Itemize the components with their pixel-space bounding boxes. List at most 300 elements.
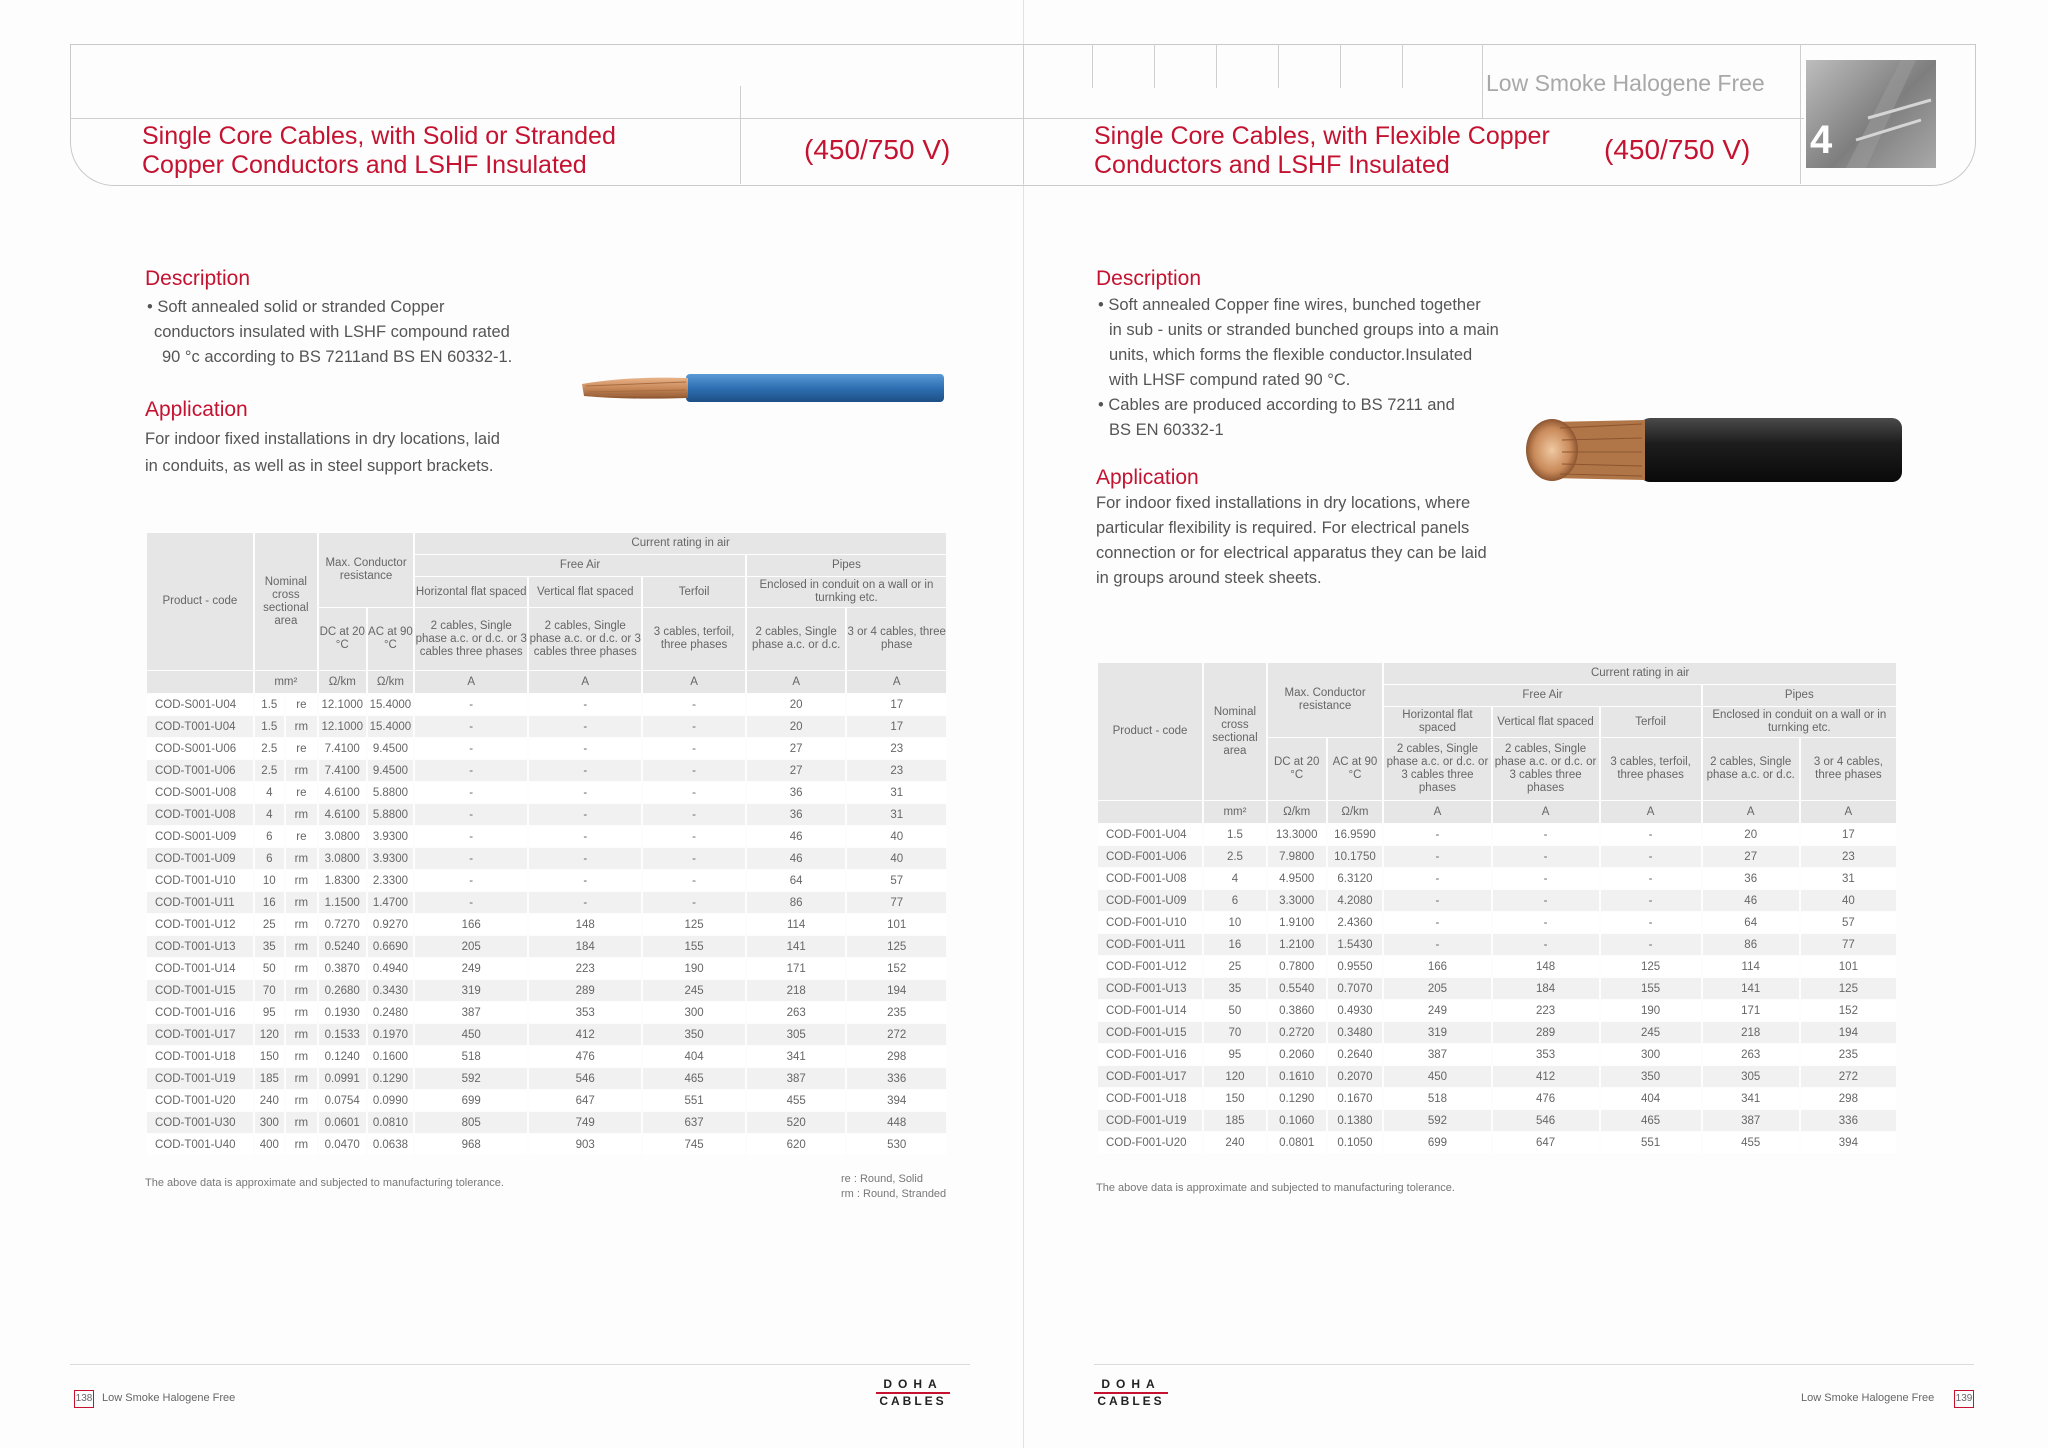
left-tolerance-note: The above data is approximate and subjected to manufacturing tolerance. <box>145 1177 504 1189</box>
table-cell: 0.9550 <box>1328 956 1383 977</box>
product-code-cell: COD-F001-U13 <box>1098 978 1202 999</box>
table-cell: 27 <box>747 760 846 781</box>
table-cell: 1.9100 <box>1268 912 1326 933</box>
table-cell: 387 <box>747 1068 846 1089</box>
table-cell: 0.0810 <box>368 1112 414 1133</box>
section-thumbnail <box>1806 60 1936 168</box>
table-cell: 7.4100 <box>319 738 366 759</box>
header-sep-left <box>740 86 741 184</box>
table-row <box>1098 1044 1896 1065</box>
table-cell: 637 <box>643 1112 745 1133</box>
table-cell: rm <box>286 848 317 869</box>
table-cell: 263 <box>1703 1044 1799 1065</box>
table-cell: - <box>415 738 527 759</box>
table-cell: 518 <box>415 1046 527 1067</box>
left-footer-rule <box>70 1364 970 1365</box>
left-title-line: Copper Conductors and LSHF Insulated <box>142 151 587 179</box>
table-cell: 40 <box>1801 890 1896 911</box>
product-code-cell: COD-S001-U09 <box>147 826 253 847</box>
product-code-cell: COD-T001-U40 <box>147 1134 253 1155</box>
table-cell: 86 <box>1703 934 1799 955</box>
table-cell: 40 <box>847 848 946 869</box>
th-enclosed: Enclosed in conduit on a wall or in turnking etc. <box>1703 707 1896 737</box>
table-cell: 4.9500 <box>1268 868 1326 889</box>
product-code-cell: COD-S001-U08 <box>147 782 253 803</box>
table-cell: 9.4500 <box>368 760 414 781</box>
text-line: connection or for electrical apparatus they can be laid <box>1096 544 1487 562</box>
table-cell: 0.0991 <box>319 1068 366 1089</box>
table-row <box>147 892 946 913</box>
logo-text-top: DOHA <box>883 1377 943 1391</box>
table-cell: - <box>415 848 527 869</box>
table-cell: - <box>643 694 745 715</box>
table-cell: 36 <box>747 804 846 825</box>
table-cell: 0.1240 <box>319 1046 366 1067</box>
table-cell: 298 <box>1801 1088 1896 1109</box>
table-cell: - <box>1493 824 1599 845</box>
table-cell: 4 <box>255 782 284 803</box>
table-cell: - <box>643 760 745 781</box>
table-cell: 0.1610 <box>1268 1066 1326 1087</box>
table-cell: 194 <box>1801 1022 1896 1043</box>
th-unit-a: A <box>1801 801 1896 823</box>
th-current: Current rating in air <box>1384 663 1896 684</box>
product-code-cell: COD-S001-U06 <box>147 738 253 759</box>
text-line: • Cables are produced according to BS 7211 and <box>1098 396 1455 414</box>
left-application-text <box>145 426 500 480</box>
text-line: BS EN 60332-1 <box>1109 421 1224 439</box>
table-cell: - <box>1384 846 1490 867</box>
th-3cables: 3 cables, terfoil, three phases <box>643 608 745 670</box>
table-cell: 5.8800 <box>368 782 414 803</box>
table-cell: - <box>1601 912 1701 933</box>
table-cell: 1.5 <box>255 694 284 715</box>
table-row <box>147 936 946 957</box>
table-cell: 647 <box>529 1090 641 1111</box>
table-cell: 0.4940 <box>368 958 414 979</box>
header-sep-right <box>1800 44 1801 184</box>
table-cell: 0.6690 <box>368 936 414 957</box>
table-cell: - <box>1384 912 1490 933</box>
product-code-cell: COD-T001-U16 <box>147 1002 253 1023</box>
table-cell: rm <box>286 1046 317 1067</box>
table-cell: 300 <box>1601 1044 1701 1065</box>
product-code-cell: COD-F001-U04 <box>1098 824 1202 845</box>
table-cell: 13.3000 <box>1268 824 1326 845</box>
th-product: Product - code <box>1098 663 1202 800</box>
table-cell: 3.0800 <box>319 848 366 869</box>
table-cell: 546 <box>529 1068 641 1089</box>
th-enclosed: Enclosed in conduit on a wall or in turnking etc. <box>747 577 946 607</box>
table-cell: - <box>415 760 527 781</box>
table-cell: 455 <box>1703 1132 1799 1153</box>
table-cell: 0.3860 <box>1268 1000 1326 1021</box>
table-cell: - <box>643 870 745 891</box>
table-cell: - <box>643 848 745 869</box>
black-cable-image <box>1520 410 1906 490</box>
table-cell: 1.5430 <box>1328 934 1383 955</box>
table-cell: 240 <box>255 1090 284 1111</box>
th-unit-blank <box>1098 801 1202 823</box>
table-cell: 1.2100 <box>1268 934 1326 955</box>
right-description-heading: Description <box>1096 267 1202 290</box>
table-cell: 171 <box>1703 1000 1799 1021</box>
table-row <box>1098 934 1896 955</box>
table-cell: 0.2720 <box>1268 1022 1326 1043</box>
th-free-air: Free Air <box>1384 685 1700 706</box>
table-cell: 968 <box>415 1134 527 1155</box>
th-unit-mm: mm² <box>1204 801 1266 823</box>
table-cell: - <box>529 782 641 803</box>
text-line: in sub - units or stranded bunched groups into a main <box>1109 321 1499 339</box>
table-cell: 289 <box>1493 1022 1599 1043</box>
left-title-line: Single Core Cables, with Solid or Stranded <box>142 122 616 150</box>
product-code-cell: COD-T001-U06 <box>147 760 253 781</box>
table-cell: rm <box>286 1068 317 1089</box>
table-cell: 592 <box>1384 1110 1490 1131</box>
table-cell: 518 <box>1384 1088 1490 1109</box>
table-cell: rm <box>286 804 317 825</box>
right-table-body <box>1098 824 1896 1153</box>
table-cell: 77 <box>1801 934 1896 955</box>
table-cell: 155 <box>1601 978 1701 999</box>
table-cell: 0.1970 <box>368 1024 414 1045</box>
table-cell: 125 <box>847 936 946 957</box>
th-dc: DC at 20 °C <box>319 608 366 670</box>
header-tab-line <box>1092 44 1093 88</box>
table-cell: 341 <box>747 1046 846 1067</box>
right-tolerance-note: The above data is approximate and subjected to manufacturing tolerance. <box>1096 1182 1455 1194</box>
th-unit-a: A <box>415 671 527 693</box>
table-cell: 31 <box>847 782 946 803</box>
table-cell: 25 <box>255 914 284 935</box>
product-code-cell: COD-F001-U09 <box>1098 890 1202 911</box>
product-code-cell: COD-T001-U30 <box>147 1112 253 1133</box>
table-cell: 4.6100 <box>319 782 366 803</box>
th-unit-mm: mm² <box>255 671 317 693</box>
table-cell: - <box>529 826 641 847</box>
table-cell: 194 <box>847 980 946 1001</box>
right-footer-rule <box>1094 1364 1974 1365</box>
table-cell: 1.5 <box>255 716 284 737</box>
table-row <box>147 848 946 869</box>
table-cell: 101 <box>847 914 946 935</box>
table-cell: 95 <box>1204 1044 1266 1065</box>
product-code-cell: COD-F001-U16 <box>1098 1044 1202 1065</box>
th-product: Product - code <box>147 533 253 670</box>
table-cell: 16 <box>255 892 284 913</box>
table-cell: - <box>1493 868 1599 889</box>
table-cell: 450 <box>1384 1066 1490 1087</box>
table-cell: - <box>415 892 527 913</box>
table-cell: 0.1670 <box>1328 1088 1383 1109</box>
header-tab-line <box>1154 44 1155 88</box>
left-table-body <box>147 694 946 1155</box>
table-cell: 23 <box>847 738 946 759</box>
table-cell: - <box>1384 824 1490 845</box>
table-cell: 350 <box>643 1024 745 1045</box>
table-cell: - <box>529 760 641 781</box>
table-cell: rm <box>286 980 317 1001</box>
table-cell: 319 <box>1384 1022 1490 1043</box>
table-cell: 4 <box>1204 868 1266 889</box>
th-resistance: Max. Conductor resistance <box>319 533 413 607</box>
th-free-air: Free Air <box>415 555 745 576</box>
table-cell: rm <box>286 958 317 979</box>
table-cell: 592 <box>415 1068 527 1089</box>
product-code-cell: COD-T001-U20 <box>147 1090 253 1111</box>
table-cell: 205 <box>415 936 527 957</box>
right-application-text <box>1096 491 1526 591</box>
right-title-line: Single Core Cables, with Flexible Copper <box>1094 122 1550 150</box>
table-cell: 387 <box>1384 1044 1490 1065</box>
table-cell: 551 <box>643 1090 745 1111</box>
th-unit-a: A <box>747 671 846 693</box>
table-cell: 353 <box>529 1002 641 1023</box>
text-line: For indoor fixed installations in dry locations, laid <box>145 430 500 448</box>
th-2cables-p: 2 cables, Single phase a.c. or d.c. <box>1703 738 1799 800</box>
table-cell: 152 <box>847 958 946 979</box>
table-cell: 520 <box>747 1112 846 1133</box>
th-unit-ohm: Ω/km <box>368 671 414 693</box>
table-cell: 805 <box>415 1112 527 1133</box>
table-cell: 353 <box>1493 1044 1599 1065</box>
table-cell: 0.3870 <box>319 958 366 979</box>
th-2cables-h: 2 cables, Single phase a.c. or d.c. or 3 cables three phases <box>1384 738 1490 800</box>
table-cell: 404 <box>1601 1088 1701 1109</box>
table-cell: 0.2680 <box>319 980 366 1001</box>
table-row <box>147 782 946 803</box>
table-cell: 0.1533 <box>319 1024 366 1045</box>
table-cell: - <box>643 716 745 737</box>
table-cell: 0.7270 <box>319 914 366 935</box>
th-2cables-v: 2 cables, Single phase a.c. or d.c. or 3 cables three phases <box>1493 738 1599 800</box>
table-cell: 6 <box>1204 890 1266 911</box>
table-cell: - <box>529 694 641 715</box>
table-row <box>1098 1110 1896 1131</box>
th-unit-a: A <box>1384 801 1490 823</box>
table-cell: 2.5 <box>255 760 284 781</box>
right-description-text <box>1096 293 1499 443</box>
table-cell: - <box>1601 890 1701 911</box>
table-cell: 36 <box>747 782 846 803</box>
table-cell: - <box>1384 868 1490 889</box>
table-cell: 336 <box>847 1068 946 1089</box>
table-cell: 46 <box>747 848 846 869</box>
th-2cables-p: 2 cables, Single phase a.c. or d.c. <box>747 608 846 670</box>
table-cell: 184 <box>1493 978 1599 999</box>
table-cell: 0.2070 <box>1328 1066 1383 1087</box>
header-divider <box>70 118 1804 119</box>
table-cell: - <box>415 870 527 891</box>
table-row <box>147 1134 946 1155</box>
table-cell: 240 <box>1204 1132 1266 1153</box>
table-cell: 341 <box>1703 1088 1799 1109</box>
table-cell: 16.9590 <box>1328 824 1383 845</box>
table-cell: 235 <box>1801 1044 1896 1065</box>
header-tab-line <box>1482 44 1483 118</box>
table-cell: 289 <box>529 980 641 1001</box>
table-cell: 699 <box>1384 1132 1490 1153</box>
table-cell: 46 <box>747 826 846 847</box>
header-sep-center <box>1023 44 1024 184</box>
table-cell: 412 <box>529 1024 641 1045</box>
table-row <box>1098 868 1896 889</box>
product-code-cell: COD-F001-U12 <box>1098 956 1202 977</box>
table-cell: - <box>529 738 641 759</box>
table-cell: 7.4100 <box>319 760 366 781</box>
product-code-cell: COD-T001-U15 <box>147 980 253 1001</box>
product-code-cell: COD-F001-U08 <box>1098 868 1202 889</box>
table-cell: 4.6100 <box>319 804 366 825</box>
table-cell: 465 <box>643 1068 745 1089</box>
table-cell: 218 <box>1703 1022 1799 1043</box>
legend-re: re : Round, Solid <box>841 1173 923 1185</box>
table-cell: 0.0601 <box>319 1112 366 1133</box>
table-cell: 0.5240 <box>319 936 366 957</box>
brand-label: Low Smoke Halogene Free <box>1486 70 1765 96</box>
table-cell: 0.7070 <box>1328 978 1383 999</box>
table-row <box>147 958 946 979</box>
table-cell: 7.9800 <box>1268 846 1326 867</box>
product-code-cell: COD-T001-U09 <box>147 848 253 869</box>
table-cell: 0.9270 <box>368 914 414 935</box>
left-page-number: 138 <box>74 1390 94 1408</box>
table-cell: rm <box>286 760 317 781</box>
left-application-heading: Application <box>145 398 248 421</box>
th-3or4: 3 or 4 cables, three phases <box>1801 738 1896 800</box>
product-code-cell: COD-T001-U17 <box>147 1024 253 1045</box>
table-cell: - <box>529 870 641 891</box>
table-cell: - <box>529 892 641 913</box>
table-cell: 31 <box>847 804 946 825</box>
table-cell: 25 <box>1204 956 1266 977</box>
table-cell: - <box>1601 934 1701 955</box>
header-tab-line <box>1216 44 1217 88</box>
table-row <box>147 694 946 715</box>
table-cell: 319 <box>415 980 527 1001</box>
product-code-cell: COD-T001-U18 <box>147 1046 253 1067</box>
th-vertical: Vertical flat spaced <box>529 577 641 607</box>
table-cell: 50 <box>255 958 284 979</box>
table-cell: - <box>643 892 745 913</box>
table-cell: 350 <box>1601 1066 1701 1087</box>
th-unit-a: A <box>1493 801 1599 823</box>
th-terfoil: Terfoil <box>643 577 745 607</box>
table-cell: 223 <box>529 958 641 979</box>
table-cell: 95 <box>255 1002 284 1023</box>
table-cell: 185 <box>1204 1110 1266 1131</box>
table-row <box>147 914 946 935</box>
table-cell: rm <box>286 892 317 913</box>
table-cell: - <box>529 716 641 737</box>
table-cell: 300 <box>255 1112 284 1133</box>
table-cell: rm <box>286 716 317 737</box>
table-cell: 394 <box>1801 1132 1896 1153</box>
table-cell: rm <box>286 1024 317 1045</box>
product-code-cell: COD-F001-U10 <box>1098 912 1202 933</box>
right-page-title <box>1094 122 1550 180</box>
right-title-line: Conductors and LSHF Insulated <box>1094 151 1450 179</box>
right-doha-logo <box>1094 1378 1168 1408</box>
table-cell: 2.4360 <box>1328 912 1383 933</box>
table-cell: 125 <box>1601 956 1701 977</box>
table-cell: 263 <box>747 1002 846 1023</box>
th-unit-a: A <box>643 671 745 693</box>
left-doha-logo <box>876 1378 950 1408</box>
table-row <box>147 870 946 891</box>
table-cell: 0.1060 <box>1268 1110 1326 1131</box>
table-cell: - <box>1493 912 1599 933</box>
table-row <box>1098 978 1896 999</box>
th-unit-a: A <box>529 671 641 693</box>
table-cell: 745 <box>643 1134 745 1155</box>
table-cell: 404 <box>643 1046 745 1067</box>
product-code-cell: COD-F001-U15 <box>1098 1022 1202 1043</box>
table-cell: 20 <box>747 694 846 715</box>
th-horizontal: Horizontal flat spaced <box>415 577 527 607</box>
product-code-cell: COD-T001-U12 <box>147 914 253 935</box>
th-terfoil: Terfoil <box>1601 707 1701 737</box>
table-cell: 0.1290 <box>1268 1088 1326 1109</box>
table-cell: 70 <box>1204 1022 1266 1043</box>
section-number: 4 <box>1810 118 1833 162</box>
table-cell: 10 <box>255 870 284 891</box>
table-row <box>147 826 946 847</box>
table-cell: 70 <box>255 980 284 1001</box>
table-row <box>147 1068 946 1089</box>
table-cell: - <box>415 782 527 803</box>
text-line: • Soft annealed Copper fine wires, bunched together <box>1098 296 1481 314</box>
th-resistance: Max. Conductor resistance <box>1268 663 1383 737</box>
product-code-cell: COD-T001-U08 <box>147 804 253 825</box>
table-cell: 141 <box>747 936 846 957</box>
table-row <box>147 1046 946 1067</box>
product-code-cell: COD-F001-U06 <box>1098 846 1202 867</box>
table-cell: 2.5 <box>1204 846 1266 867</box>
table-cell: 36 <box>1703 868 1799 889</box>
table-cell: 1.4700 <box>368 892 414 913</box>
table-cell: 17 <box>847 716 946 737</box>
table-cell: 476 <box>529 1046 641 1067</box>
table-cell: - <box>643 826 745 847</box>
table-cell: 394 <box>847 1090 946 1111</box>
right-footer-text: Low Smoke Halogene Free <box>1801 1392 1935 1404</box>
table-cell: 1.1500 <box>319 892 366 913</box>
right-spec-table <box>1096 662 1898 1154</box>
table-row <box>147 1090 946 1111</box>
table-row <box>1098 824 1896 845</box>
table-cell: 903 <box>529 1134 641 1155</box>
table-cell: 400 <box>255 1134 284 1155</box>
product-code-cell: COD-S001-U04 <box>147 694 253 715</box>
text-line: conductors insulated with LSHF compound rated <box>154 323 510 341</box>
table-cell: 0.7800 <box>1268 956 1326 977</box>
table-cell: 272 <box>847 1024 946 1045</box>
table-cell: 0.2480 <box>368 1002 414 1023</box>
table-cell: 749 <box>529 1112 641 1133</box>
logo-text-top: DOHA <box>1101 1377 1161 1391</box>
product-code-cell: COD-F001-U11 <box>1098 934 1202 955</box>
table-cell: 166 <box>415 914 527 935</box>
table-cell: 10.1750 <box>1328 846 1383 867</box>
table-cell: 23 <box>1801 846 1896 867</box>
th-ac: AC at 90 °C <box>1328 738 1383 800</box>
table-cell: 166 <box>1384 956 1490 977</box>
left-spec-table <box>145 532 948 1156</box>
table-cell: 57 <box>847 870 946 891</box>
table-cell: 0.0801 <box>1268 1132 1326 1153</box>
